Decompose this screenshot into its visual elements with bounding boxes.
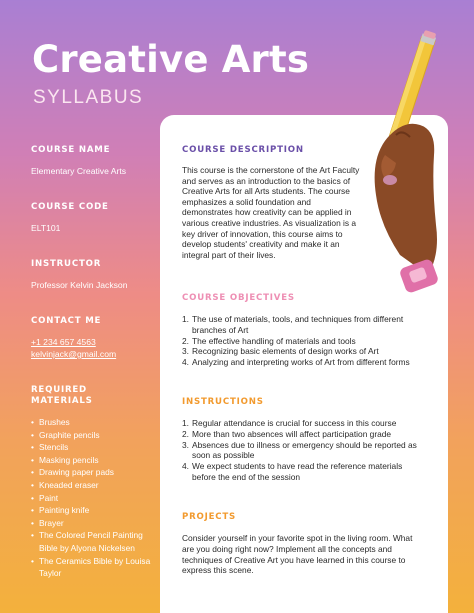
instruction-item: 4. We expect students to have read the reference materials before the end of the session — [182, 461, 403, 482]
material-item: • Stencils — [31, 441, 157, 454]
course-objectives-heading: COURSE OBJECTIVES — [182, 293, 295, 303]
instructor-value: Professor Kelvin Jackson — [31, 280, 128, 290]
course-name-section — [31, 145, 157, 177]
projects-heading: PROJECTS — [182, 512, 237, 522]
page-subtitle: SYLLABUS — [33, 87, 144, 108]
materials-list — [31, 416, 157, 580]
material-item: • Painting knife — [31, 504, 157, 517]
objectives-list — [182, 314, 422, 368]
objective-item: 4. Analyzing and interpreting works of Art from different forms — [182, 357, 410, 368]
contact-heading: CONTACT ME — [31, 316, 102, 326]
course-code-value: ELT101 — [31, 223, 61, 233]
course-description-text: This course is the cornerstone of the Art Faculty and serves as an introduction to the basics of Creative Arts for all Arts students. The course emphasizes a solid foundation and demonstrates how creativity can be applied in various creative industries. As visualization is a key driver of innovation, this course aims to develop students' creativity and make it an integral part of their lives. — [182, 165, 360, 260]
email-link[interactable]: kelvinjack@gmail.com — [31, 349, 117, 359]
material-item: • Kneaded eraser — [31, 479, 157, 492]
material-item: • Drawing paper pads — [31, 466, 157, 479]
course-code-section — [31, 202, 157, 234]
materials-heading: REQUIRED MATERIALS — [31, 385, 93, 406]
projects-text: Consider yourself in your favorite spot in the living room. What are you doing right now? Implement all the concepts and techniques of Creative Art you have learned in this course to express this scene. — [182, 533, 413, 576]
instructions-heading: INSTRUCTIONS — [182, 397, 264, 407]
page-title: Creative Arts — [32, 38, 310, 81]
course-name-heading: COURSE NAME — [31, 145, 111, 155]
material-item: • Masking pencils — [31, 454, 157, 467]
instructor-section — [31, 259, 157, 291]
instruction-item: 2. More than two absences will affect participation grade — [182, 428, 392, 439]
course-description-heading: COURSE DESCRIPTION — [182, 145, 304, 155]
objective-item: 2. The effective handling of materials and tools — [182, 335, 356, 346]
instruction-item: 1. Regular attendance is crucial for success in this course — [182, 418, 397, 428]
objective-item: 1. The use of materials, tools, and techniques from different branches of Art — [182, 314, 404, 335]
course-code-heading: COURSE CODE — [31, 202, 109, 212]
material-item: • Brayer — [31, 517, 157, 530]
material-item: • The Colored Pencil Painting Bible by Alyona Nickelsen — [31, 529, 157, 554]
contact-section — [31, 316, 157, 360]
instruction-item: 3. Absences due to illness or emergency should be reported as soon as possible — [182, 439, 417, 461]
hand-holding-pencil-icon — [350, 25, 460, 305]
objective-item: 3. Recognizing basic elements of design works of Art — [182, 346, 379, 357]
material-item: • The Ceramics Bible by Louisa Taylor — [31, 555, 157, 580]
materials-section — [31, 385, 157, 580]
phone-link[interactable]: +1 234 657 4563 — [31, 337, 96, 347]
contact-details — [31, 336, 157, 360]
material-item: • Brushes — [31, 416, 157, 429]
instructor-heading: INSTRUCTOR — [31, 259, 102, 269]
material-item: • Graphite pencils — [31, 429, 157, 442]
instructions-list — [182, 418, 422, 483]
course-name-value: Elementary Creative Arts — [31, 166, 127, 176]
material-item: • Paint — [31, 492, 157, 505]
